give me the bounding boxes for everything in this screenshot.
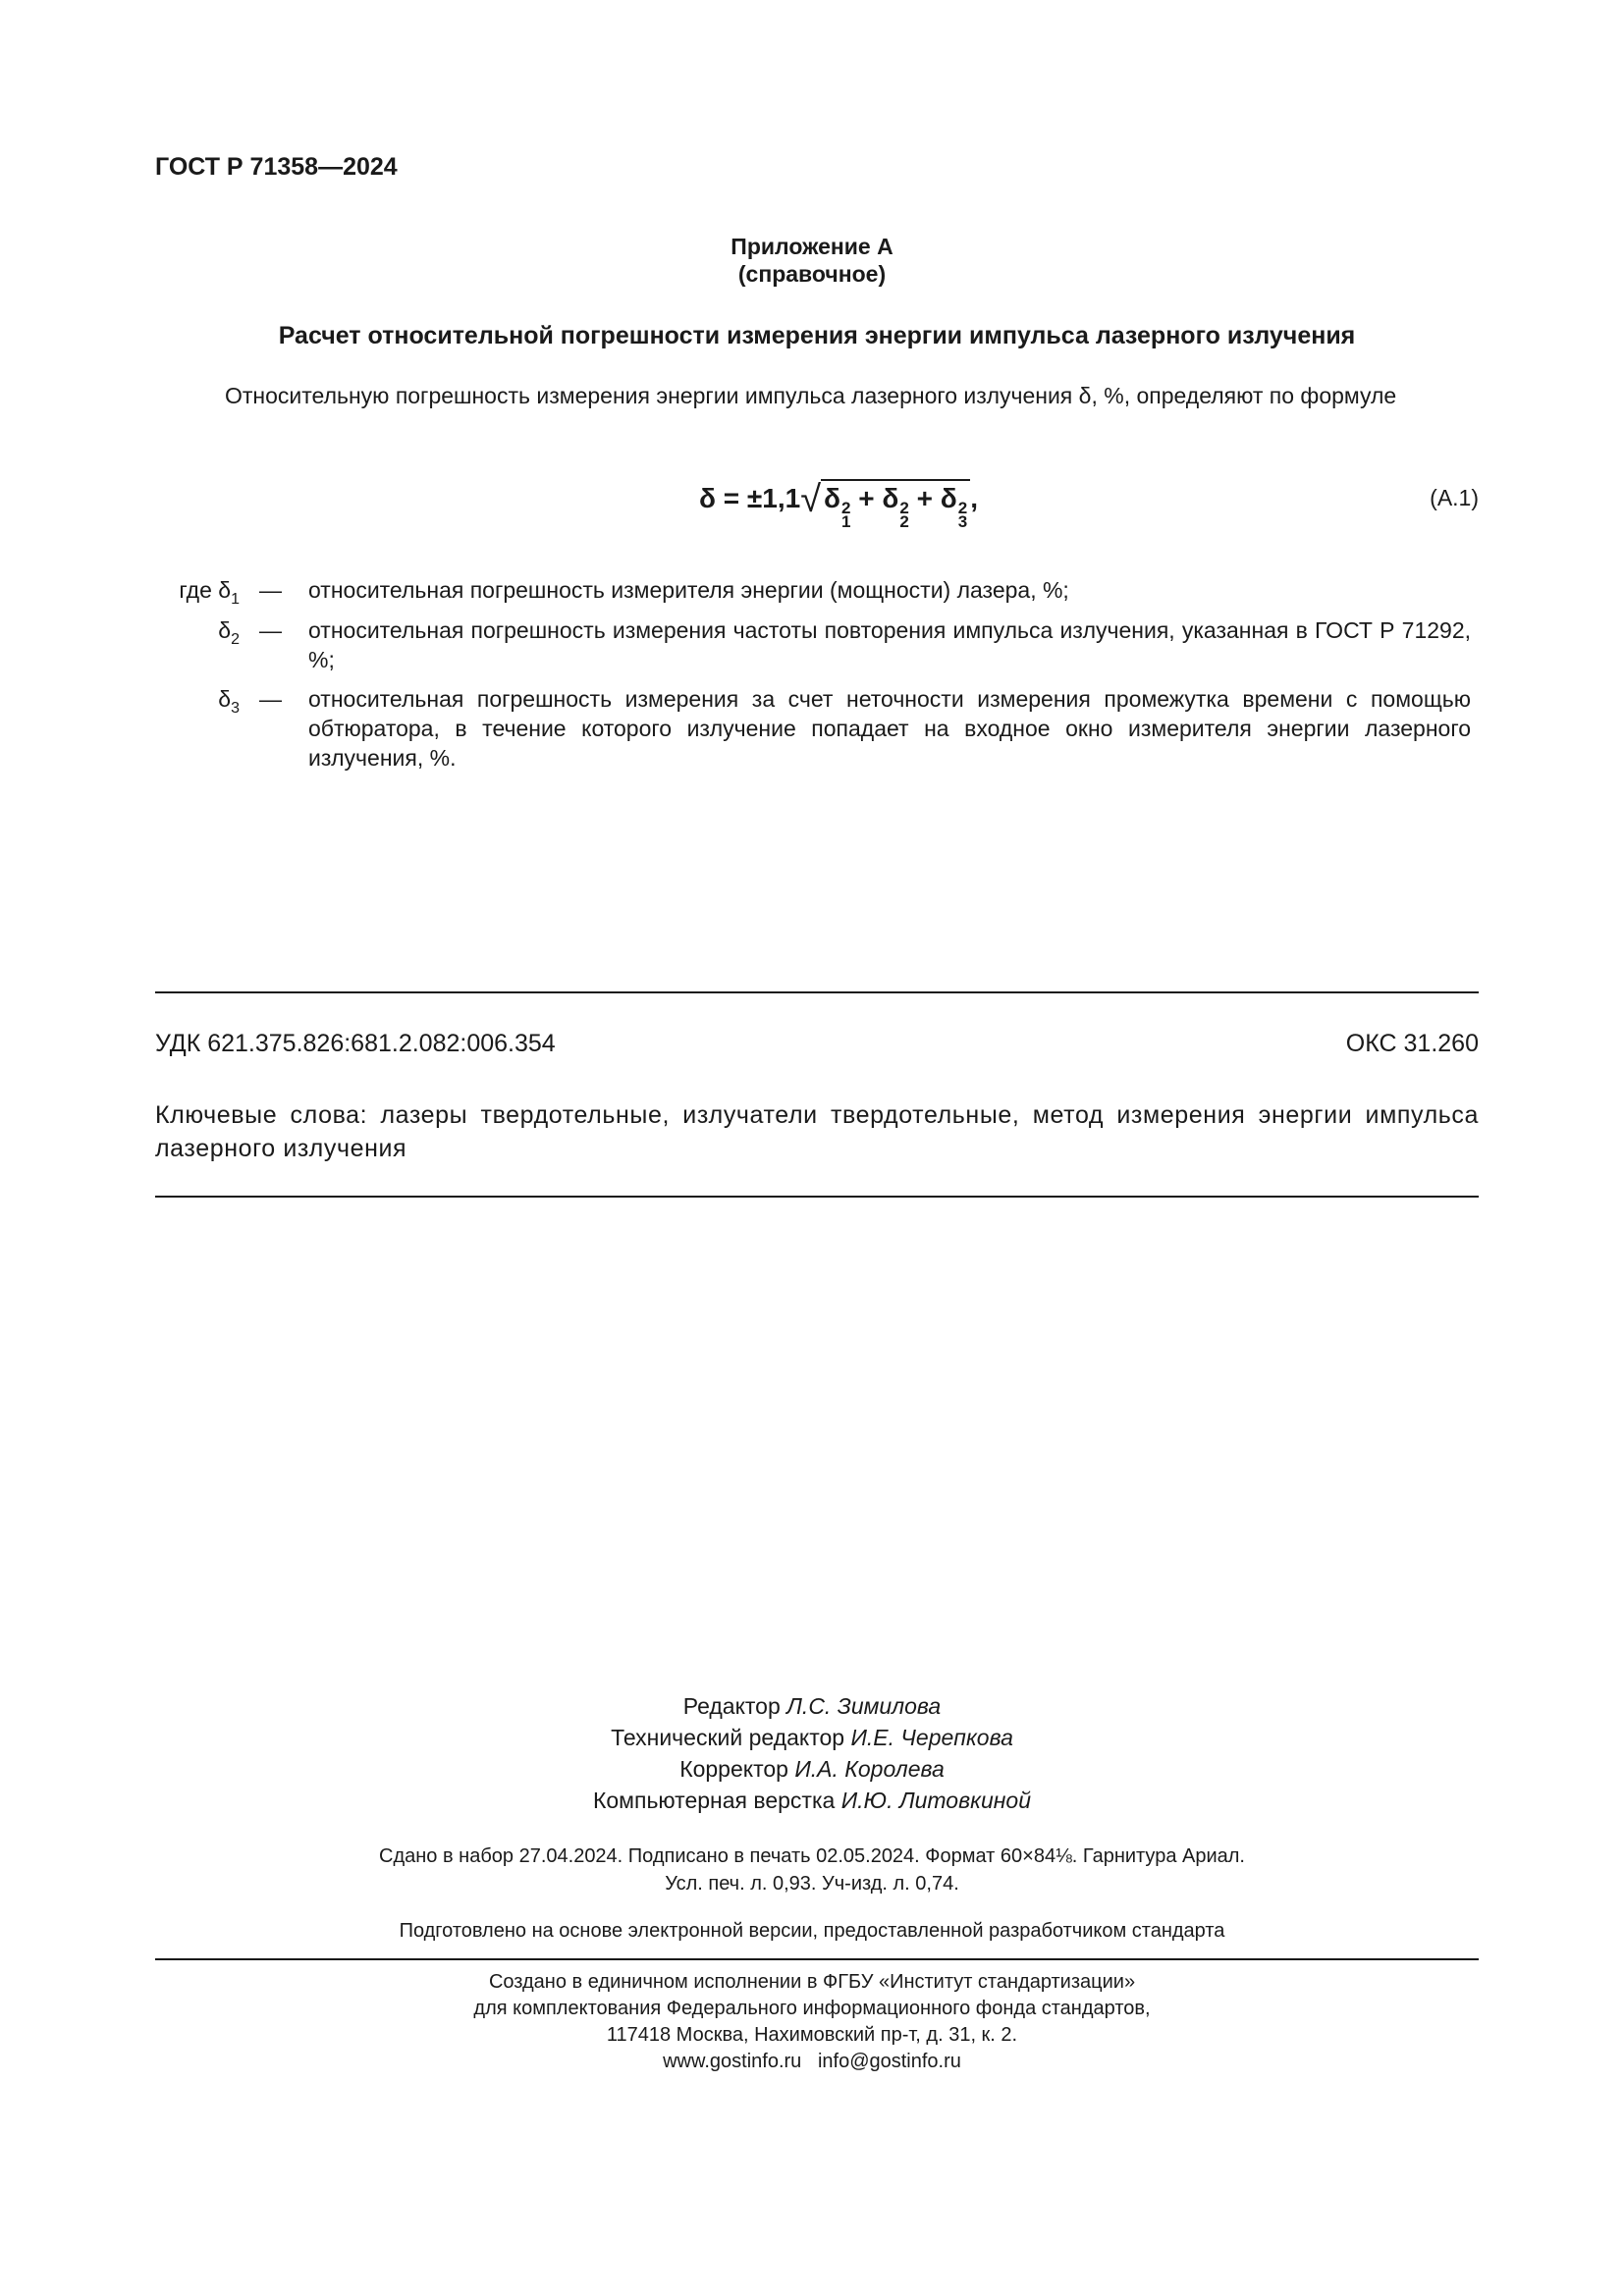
legend-text-3: относительная погрешность измерения за счет неточности измерения промежутка времени с помощью обтюратора, в течение которого излучение попадает на входное окно измерителя энергии лазерного излучения, %. [308,686,1471,771]
publisher-contacts [0,2049,1624,2075]
formula-number: (А.1) [1430,485,1479,510]
exp-2: 2 [899,499,909,517]
delta-1-scripts [841,499,851,531]
legend-text-2: относительная погрешность измерения частоты повторения импульса излучения, указанная в ГОСТ Р 71292, %; [308,617,1471,672]
formula-radicand [821,479,970,529]
exp-3: 2 [957,499,968,517]
legend-text-1: относительная погрешность измерителя энергии (мощности) лазера, %; [308,577,1069,603]
legend-symbol-1 [155,575,240,614]
udk-code: УДК 621.375.826:681.2.082:006.354 [155,1030,556,1057]
credit-name: Л.С. Зимилова [786,1693,942,1719]
exp-1: 2 [841,499,851,517]
credit-proofreader [0,1753,1624,1785]
delta-2-scripts [899,499,909,531]
idx-1: 1 [841,512,851,531]
delta-1: δ [824,483,841,513]
publisher-address: 117418 Москва, Нахимовский пр-т, д. 31, к. 2. [606,2024,1018,2046]
annex-title: Приложение А [731,234,893,259]
legend-symbol-3 [155,684,240,723]
legend-delta-1: δ [218,577,232,603]
legend-symbol-2 [155,615,240,655]
credit-role: Редактор [682,1693,781,1719]
credit-layout [0,1785,1624,1816]
legend-delta-3: δ [218,686,232,712]
publisher-line-2: для комплектования Федерального информационного фонда стандартов, [473,1998,1151,2019]
divider-keywords [155,1196,1479,1198]
idx-3: 3 [957,512,968,531]
publisher-website-link[interactable]: www.gostinfo.ru [663,2051,802,2072]
credit-role: Технический редактор [611,1725,845,1750]
credit-tech-editor [0,1722,1624,1753]
standard-code: ГОСТ Р 71358—2024 [155,153,398,181]
legend-where: где [179,577,212,603]
imprint-line-1: Сдано в набор 27.04.2024. Подписано в печать 02.05.2024. Формат 60×84⅛. Гарнитура Ариал. [379,1845,1245,1867]
credit-role: Компьютерная верстка [592,1788,836,1813]
annex-kind: (справочное) [737,261,887,287]
legend-index-2: 2 [231,631,240,648]
plus-2: + [916,483,934,513]
credit-name: И.Е. Черепкова [850,1725,1013,1750]
divider-top [155,991,1479,993]
legend-index-3: 3 [231,700,240,717]
publisher-line-1: Создано в единичном исполнении в ФГБУ «Институт стандартизации» [488,1971,1136,1993]
publisher-email-link[interactable]: info@gostinfo.ru [817,2051,961,2072]
credit-role: Корректор [679,1756,788,1782]
radical-sign: √ [800,479,822,520]
divider-publisher [155,1958,1479,1960]
imprint-prepared: Подготовлено на основе электронной версии, предоставленной разработчиком стандарта [399,1920,1225,1942]
formula-tail: , [970,483,979,513]
credit-name: И.Ю. Литовкиной [840,1788,1031,1813]
plus-1: + [858,483,875,513]
legend-index-1: 1 [231,591,240,608]
legend-dash-3: — [259,686,282,712]
credit-name: И.А. Королева [794,1756,945,1782]
section-title: Расчет относительной погрешности измерения энергии импульса лазерного излучения [278,322,1356,349]
delta-3-scripts [957,499,968,531]
idx-2: 2 [899,512,909,531]
legend-dash-2: — [259,617,282,643]
credit-editor [0,1690,1624,1722]
imprint-line-2: Усл. печ. л. 0,93. Уч-изд. л. 0,74. [665,1873,959,1895]
formula-a1 [699,479,978,529]
intro-paragraph: Относительную погрешность измерения энергии импульса лазерного излучения δ, %, определяют по формуле [225,383,1397,408]
legend-dash-1: — [259,577,282,603]
delta-3: δ [940,483,957,513]
delta-2: δ [882,483,899,513]
legend-delta-2: δ [218,617,232,643]
oks-code: ОКС 31.260 [1345,1030,1479,1057]
keywords: Ключевые слова: лазеры твердотельные, излучатели твердотельные, метод измерения энергии импульса лазерного излучения [155,1101,1479,1162]
formula-lhs: δ = ±1,1 [699,483,801,513]
